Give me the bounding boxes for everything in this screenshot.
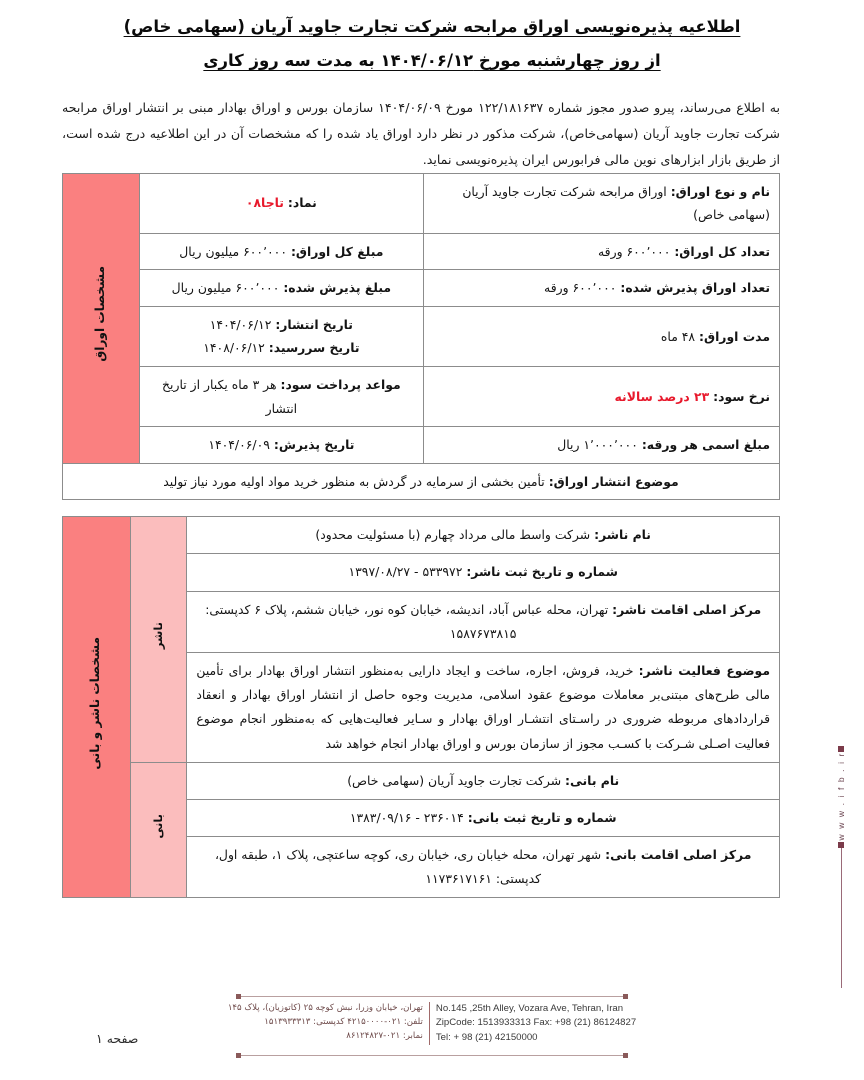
cell-total-amount	[139, 233, 423, 270]
label-accepted-count: تعداد اوراق پذیرش شده:	[620, 280, 770, 296]
value-issuer-name: شرکت واسط مالی مرداد چهارم (با مسئولیت محدود)	[315, 527, 591, 543]
label-name-and-type: نام و نوع اوراق:	[670, 183, 770, 199]
cell-accepted-amount	[139, 270, 423, 307]
label-issuer-activity: موضوع فعالیت ناشر:	[638, 662, 770, 678]
parties-table	[62, 516, 780, 898]
label-total-count: تعداد کل اوراق:	[674, 243, 770, 259]
footer-box	[218, 998, 646, 1049]
cell-nominal-value	[424, 427, 780, 464]
label-duration: مدت اوراق:	[699, 328, 770, 344]
cell-guarantor-name	[187, 762, 780, 799]
footer-en-line-1: No.145 ,25th Alley, Vozara Ave, Tehran, Iran	[435, 1003, 624, 1014]
label-issuer-address: مرکز اصلی اقامت ناشر:	[612, 601, 762, 617]
cell-acceptance-date	[139, 427, 423, 464]
band-issuer	[130, 517, 187, 763]
band-label-securities: مشخصات اوراق	[93, 266, 108, 363]
page-title	[0, 0, 864, 73]
band-securities-specs	[63, 173, 140, 463]
table-row	[63, 762, 780, 799]
value-symbol: تاجا۰۸	[245, 195, 284, 211]
value-total-count: ۶۰۰٬۰۰۰ ورقه	[598, 243, 671, 259]
value-duration: ۴۸ ماه	[660, 328, 696, 344]
label-accepted-amount: مبلغ پذیرش شده:	[283, 280, 392, 296]
table-row	[63, 517, 780, 554]
cell-issuer-activity	[187, 652, 780, 762]
cell-profit-rate	[424, 366, 780, 426]
cell-guarantor-registration	[187, 799, 780, 836]
table-row	[63, 306, 780, 366]
label-nominal-value: مبلغ اسمی هر ورقه:	[641, 437, 770, 453]
cell-issuance-purpose	[63, 463, 780, 500]
footer-fa-line-3: نمابر: ۰۲۱-۸۶۱۲۴۸۲۷	[346, 1030, 423, 1041]
label-issuer-registration: شماره و تاریخ ثبت ناشر:	[466, 564, 618, 580]
value-accepted-amount: ۶۰۰٬۰۰۰ میلیون ریال	[171, 280, 280, 296]
value-payment-schedule: هر ۳ ماه یکبار از تاریخ انتشار	[162, 376, 298, 416]
cell-accepted-count	[424, 270, 780, 307]
label-guarantor-registration: شماره و تاریخ ثبت بانی:	[467, 809, 617, 825]
label-acceptance-date: تاریخ پذیرش:	[273, 437, 355, 453]
label-issuer-name: نام ناشر:	[594, 527, 651, 543]
cell-issuer-name	[187, 517, 780, 554]
table-row	[63, 270, 780, 307]
footer-divider	[429, 1002, 430, 1045]
band-label-guarantor: بانی	[151, 813, 166, 839]
value-nominal-value: ۱٬۰۰۰٬۰۰۰ ریال	[557, 437, 638, 453]
cell-issuer-address	[187, 591, 780, 652]
page-number: صفحه ۱	[96, 1031, 139, 1046]
value-maturity-date: ۱۴۰۸/۰۶/۱۲	[203, 340, 265, 356]
table-row	[63, 173, 780, 233]
label-maturity-date: تاریخ سررسید:	[268, 340, 360, 356]
table-row	[63, 233, 780, 270]
band-parties-specs	[63, 517, 131, 898]
footer-en-line-3: Tel: + 98 (21) 42150000	[435, 1031, 538, 1043]
value-guarantor-registration: ۲۳۶۰۱۴ - ۱۳۸۳/۰۹/۱۶	[349, 809, 464, 825]
footer-rule-top	[237, 996, 627, 997]
footer-persian-address	[218, 998, 429, 1049]
value-acceptance-date: ۱۴۰۴/۰۶/۰۹	[208, 437, 270, 453]
footer-content	[0, 998, 864, 1049]
watermark-bar	[841, 848, 842, 988]
band-label-parties: مشخصات ناشر و بانی	[88, 636, 103, 770]
cell-issue-maturity-dates	[139, 306, 423, 366]
label-profit-rate: نرخ سود:	[713, 388, 770, 404]
cell-duration	[424, 306, 780, 366]
value-name-and-type: اوراق مرابحه شرکت تجارت جاوید آریان (سهامی خاص)	[462, 183, 770, 223]
table-gap	[0, 500, 864, 516]
value-guarantor-name: شرکت تجارت جاوید آریان (سهامی خاص)	[347, 772, 562, 788]
side-watermark	[836, 746, 846, 989]
title-line-2: از روز چهارشنبه مورخ ۱۴۰۴/۰۶/۱۲ به مدت سه روز کاری	[203, 50, 661, 70]
value-accepted-count: ۶۰۰٬۰۰۰ ورقه	[544, 280, 617, 296]
label-total-amount: مبلغ کل اوراق:	[290, 243, 384, 259]
value-issuance-purpose: تأمین بخشی از سرمایه در گردش به منظور خرید مواد اولیه مورد نیاز تولید	[163, 473, 545, 489]
intro-paragraph: به اطلاع می‌رساند، پیرو صدور مجوز شماره ۱۲۲/۱۸۱۶۳۷ مورخ ۱۴۰۴/۰۶/۰۹ سازمان بورس و اوراق بهادار مبنی بر انتشار اوراق مرابحه شرکت تجارت جاوید آریان (سهامی‌خاص)، شرکت مذکور در نظر دارد اوراق یاد شده را که مشخصات آن در این اطلاعیه درج شده است، از طریق بازار ابزارهای نوین مالی فرابورس ایران پذیره‌نویسی نماید.	[62, 100, 780, 167]
value-issue-date: ۱۴۰۴/۰۶/۱۲	[209, 316, 272, 332]
value-issuer-activity: خرید، فروش، اجاره، ساخت و ایجاد دارایی به‌منظور انتشار اوراق بهادار برای تأمین مالی طرح‌های مبتنی‌بر معاملات موضوع عقود اسلامی، مدیریت وجوه حاصل از انتشار اوراق بهادار و انعقاد قراردادهای مربوطه ضروری در راسـتای انتشـار اوراق بهادار و سـایر فعالیت‌هایی که به‌منظور انجام موضوع فعالیت اصـلی شـرکت با کسـب مجوز از سازمان بورس و اوراق بهادار انجام خواهد شد	[196, 662, 770, 751]
label-guarantor-name: نام بانی:	[565, 772, 620, 788]
cell-guarantor-address	[187, 837, 780, 898]
cell-total-count	[424, 233, 780, 270]
value-issuer-address: تهران، محله عباس آباد، اندیشه، خیابان کوه نور، خیابان ششم، پلاک ۶ کدپستی: ۱۵۸۷۶۷۳۸۱۵	[205, 601, 609, 641]
band-guarantor	[130, 762, 187, 898]
issue-date-line	[149, 313, 414, 337]
securities-table	[62, 173, 780, 501]
footer-fa-line-1: تهران، خیابان وزرا، نبش کوچه ۲۵ (کاتوزیان)، پلاک ۱۴۵	[227, 1003, 423, 1013]
label-issue-date: تاریخ انتشار:	[275, 316, 353, 332]
table-row	[63, 366, 780, 426]
cell-symbol	[139, 173, 423, 233]
maturity-date-line	[149, 336, 414, 360]
footer-fa-line-2: تلفن: ۰۲۱-۴۲۱۵۰۰۰۰ کدپستی: ۱۵۱۳۹۳۳۳۱۳	[264, 1016, 423, 1027]
value-guarantor-address: شهر تهران، محله خیابان ری، خیابان ری، کوچه ساعتچی، پلاک ۱، طبقه اول، کدپستی: ۱۱۷۳۶۱۷۱۶۱	[214, 847, 602, 887]
value-profit-rate: ۲۳ درصد سالانه	[614, 388, 710, 404]
label-symbol: نماد:	[287, 195, 317, 211]
label-payment-schedule: مواعد پرداخت سود:	[280, 376, 401, 392]
footer-en-line-2: ZipCode: 1513933313 Fax: +98 (21) 86124827	[435, 1017, 637, 1029]
footer-english-address	[430, 998, 646, 1049]
cell-issuer-registration	[187, 554, 780, 591]
value-total-amount: ۶۰۰٬۰۰۰ میلیون ریال	[179, 243, 287, 259]
title-line-1: اطلاعیه پذیره‌نویسی اوراق مرابحه شرکت تجارت جاوید آریان (سهامی خاص)	[123, 17, 741, 36]
band-label-issuer: ناشر	[151, 621, 166, 649]
value-issuer-registration: ۵۳۳۹۷۲ - ۱۳۹۷/۰۸/۲۷	[348, 564, 463, 580]
label-issuance-purpose: موضوع انتشار اوراق:	[548, 473, 679, 489]
page-footer	[0, 992, 864, 1064]
table-row	[63, 463, 780, 500]
cell-payment-schedule	[139, 366, 423, 426]
cell-name-and-type	[424, 173, 780, 233]
footer-rule-bottom	[237, 1055, 627, 1056]
watermark-url: w w w . i f b . i r	[836, 751, 846, 840]
label-guarantor-address: مرکز اصلی اقامت بانی:	[605, 847, 752, 863]
table-row	[63, 427, 780, 464]
